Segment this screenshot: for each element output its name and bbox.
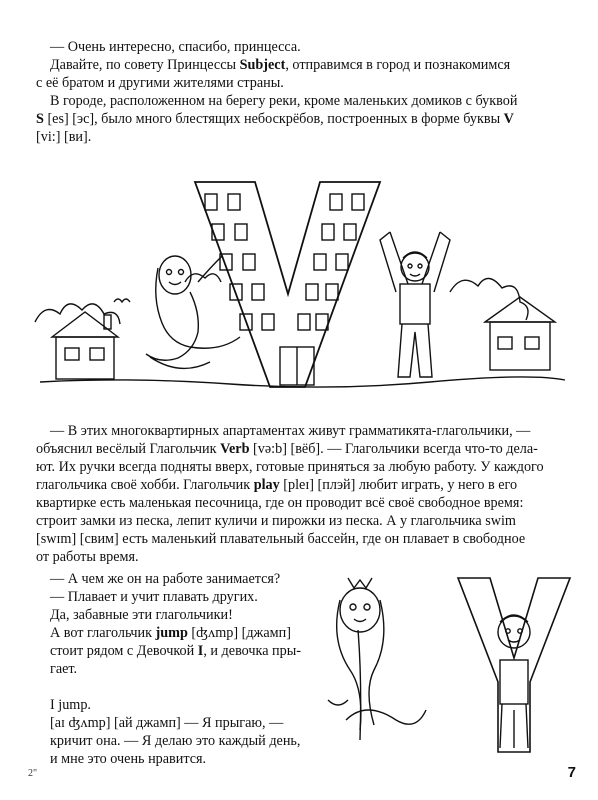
text-line: квартирке есть маленькая песочница, где он проводит всё своё свободное время:	[36, 495, 524, 511]
bold-term: jump	[155, 625, 188, 641]
dialog-column	[36, 570, 336, 768]
text-span: Давайте, по совету Принцессы	[50, 57, 240, 73]
spacer	[36, 678, 336, 696]
bold-term: S	[36, 111, 44, 127]
top-paragraphs	[36, 38, 576, 146]
letter-y-boy	[458, 578, 570, 752]
text-span: глагольчика своё хобби. Глагольчик	[36, 477, 254, 493]
text-span: [es] [эс], было много блестящих небоскрёбов, построенных в форме буквы	[43, 111, 504, 127]
text-span: [və:b] [вёб]. — Глагольчики всегда что-то дела-	[249, 441, 538, 457]
house-left	[52, 312, 118, 379]
house-right	[485, 297, 555, 370]
text-line: [vi:] [ви].	[36, 129, 92, 145]
text-line	[36, 56, 576, 74]
crown-icon	[348, 578, 372, 588]
text-line	[36, 476, 576, 494]
text-line: и мне это очень нравится.	[50, 751, 207, 767]
text-line: I jump.	[50, 697, 91, 713]
letters-illustration	[318, 570, 576, 760]
text-span: стоит рядом с Девочкой	[50, 643, 198, 659]
text-line: — Плавает и учит плавать других.	[50, 589, 258, 605]
corner-mark: 2"	[28, 768, 38, 779]
text-line	[36, 440, 576, 458]
text-line	[36, 642, 336, 660]
text-span: , отправимся в город и познакомимся	[285, 57, 511, 73]
text-line: В городе, расположенном на берегу реки, кроме маленьких домиков с буквой	[50, 93, 518, 109]
text-line: кричит она. — Я делаю это каждый день,	[50, 733, 301, 749]
text-line: — Очень интересно, спасибо, принцесса.	[50, 39, 301, 55]
bold-term: Subject	[239, 57, 286, 73]
bold-term: V	[503, 111, 514, 127]
v-skyscraper	[195, 182, 380, 387]
text-line: от работы время.	[36, 549, 139, 565]
text-line: строит замки из песка, лепит куличи и пирожки из песка. А у глагольчика swim	[36, 513, 516, 529]
text-line: с её братом и другими жителями страны.	[36, 75, 284, 91]
text-line: Да, забавные эти глагольчики!	[50, 607, 233, 623]
text-line: [swɪm] [свим] есть маленький плавательный бассейн, где он плавает в свободное	[36, 531, 526, 547]
text-line: — А чем же он на работе занимается?	[50, 571, 281, 587]
letter-i-girl	[328, 578, 426, 740]
text-line	[36, 110, 576, 128]
bold-term: play	[253, 477, 280, 493]
text-line	[36, 624, 336, 642]
text-line: [aɪ ʤʌmp] [ай джамп] — Я прыгаю, —	[50, 715, 284, 731]
text-span: , и девочка пры-	[203, 643, 302, 659]
bold-term: Verb	[220, 441, 250, 457]
bold-term: I	[197, 643, 204, 659]
text-span: [ʤʌmp] [джамп]	[187, 625, 291, 641]
middle-paragraph	[36, 422, 576, 566]
text-line: ют. Их ручки всегда подняты вверх, готовые приняться за любую работу. У каждого	[36, 459, 544, 475]
text-line: гает.	[50, 661, 78, 677]
text-line: — В этих многоквартирных апартаментах живут грамматикята-глагольчики, —	[50, 423, 531, 439]
boy-character	[380, 232, 450, 377]
text-span: [pleɪ] [плэй] любит играть, у него в его	[279, 477, 518, 493]
butterfly-icon	[114, 299, 130, 302]
page-number: 7	[567, 764, 576, 781]
bush-left	[35, 304, 120, 324]
girl-character	[146, 256, 240, 368]
text-span: объяснил весёлый Глагольчик	[36, 441, 221, 457]
text-span: А вот глагольчик	[50, 625, 156, 641]
city-illustration	[30, 172, 570, 404]
